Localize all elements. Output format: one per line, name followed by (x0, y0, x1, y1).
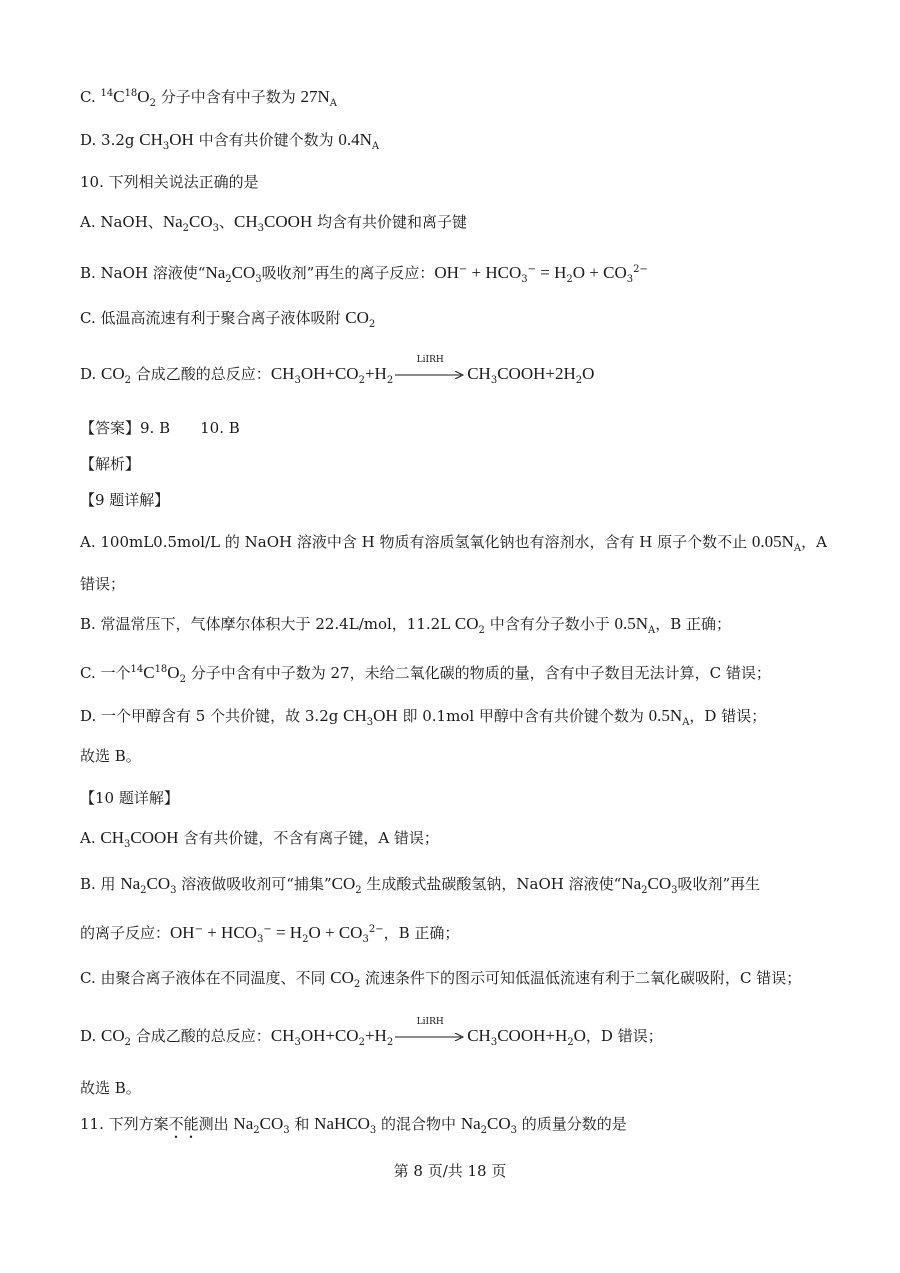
q10-detail-a: A. $CH_3COOH$ 含有共价键，不含有离子键，A 错误； (80, 828, 439, 850)
q9-detail-a: A. 100mL0.5mol/L 的 NaOH 溶液中含 H 物质有溶质氢氧化钠也有溶剂水，含有 H 原子个数不止 $0.05N_A$，A (80, 532, 827, 554)
question-11: 11. 下列方案不能测出 $Na_2CO_3$ 和 NaHCO$_3$ 的混合物中 $Na_2CO_3$ 的质量分数的是 (80, 1114, 627, 1136)
option-9c: C. $^{14}C^{18}O_2$ 分子中含有中子数为 $27N_A$ (80, 87, 338, 109)
option-10d: D. $CO_2$ 合成乙酸的总反应：$CH_3OH+CO_2+H_2$ LiIRH $CH_3COOH+2H_2O$ (80, 355, 595, 386)
question-10: 10. 下列相关说法正确的是 (80, 173, 259, 191)
q9-conclusion: 故选 B。 (80, 747, 141, 765)
answer: 【答案】9. B 10. B (80, 419, 240, 437)
reaction-arrow: LiIRH (395, 1027, 465, 1047)
option-10c: C. 低温高流速有利于聚合离子液体吸附 $CO_2$ (80, 308, 376, 330)
option-10b: B. NaOH 溶液使“$Na_2CO_3$吸收剂”再生的离子反应：$OH^- + HCO_3^- = H_2O + CO_3^{2-}$ (80, 263, 648, 285)
option-10a: A. NaOH、$Na_2CO_3$、$CH_3COOH$ 均含有共价键和离子键 (80, 212, 467, 234)
reaction-arrow: LiIRH (395, 365, 465, 385)
q9-detail-heading: 【9 题详解】 (80, 491, 170, 509)
arrow-right-icon (395, 371, 465, 379)
q10-detail-b-cont: 的离子反应：$OH^- + HCO_3^- = H_2O + CO_3^{2-}$，B 正确； (80, 923, 460, 945)
q9-detail-c: C. 一个$^{14}C^{18}O_2$ 分子中含有中子数为 27，未给二氧化碳的物质的量，含有中子数目无法计算，C 错误； (80, 663, 771, 685)
analysis-heading: 【解析】 (80, 455, 141, 473)
arrow-right-icon (395, 1033, 465, 1041)
q9-detail-d: D. 一个甲醇含有 5 个共价键，故 3.2g $CH_3OH$ 即 0.1mol 甲醇中含有共价键个数为 $0.5N_A$，D 错误； (80, 706, 767, 728)
q10-detail-b: B. 用 $Na_2CO_3$ 溶液做吸收剂可“捕集$”CO_2$ 生成酸式盐碳酸氢钠，NaOH 溶液使“$Na_2CO_3$吸收剂”再生 (80, 874, 761, 896)
option-9d: D. 3.2g $CH_3OH$ 中含有共价键个数为 $0.4N_A$ (80, 130, 380, 152)
q10-conclusion: 故选 B。 (80, 1079, 141, 1097)
q10-detail-c: C. 由聚合离子液体在不同温度、不同 $CO_2$ 流速条件下的图示可知低温低流速有利于二氧化碳吸附，C 错误； (80, 968, 802, 990)
q9-detail-a-cont: 错误； (80, 575, 126, 593)
q10-detail-heading: 【10 题详解】 (80, 789, 179, 807)
q9-detail-b: B. 常温常压下，气体摩尔体积大于 22.4L/mol，11.2L $CO_2$ 中含有分子数小于 $0.5N_A$，B 正确； (80, 614, 732, 636)
page-footer: 第 8 页/共 18 页 (393, 1162, 507, 1180)
q10-detail-d: D. $CO_2$ 合成乙酸的总反应：$CH_3OH+CO_2+H_2$ LiIRH $CH_3COOH+H_2O$，D 错误； (80, 1017, 663, 1048)
